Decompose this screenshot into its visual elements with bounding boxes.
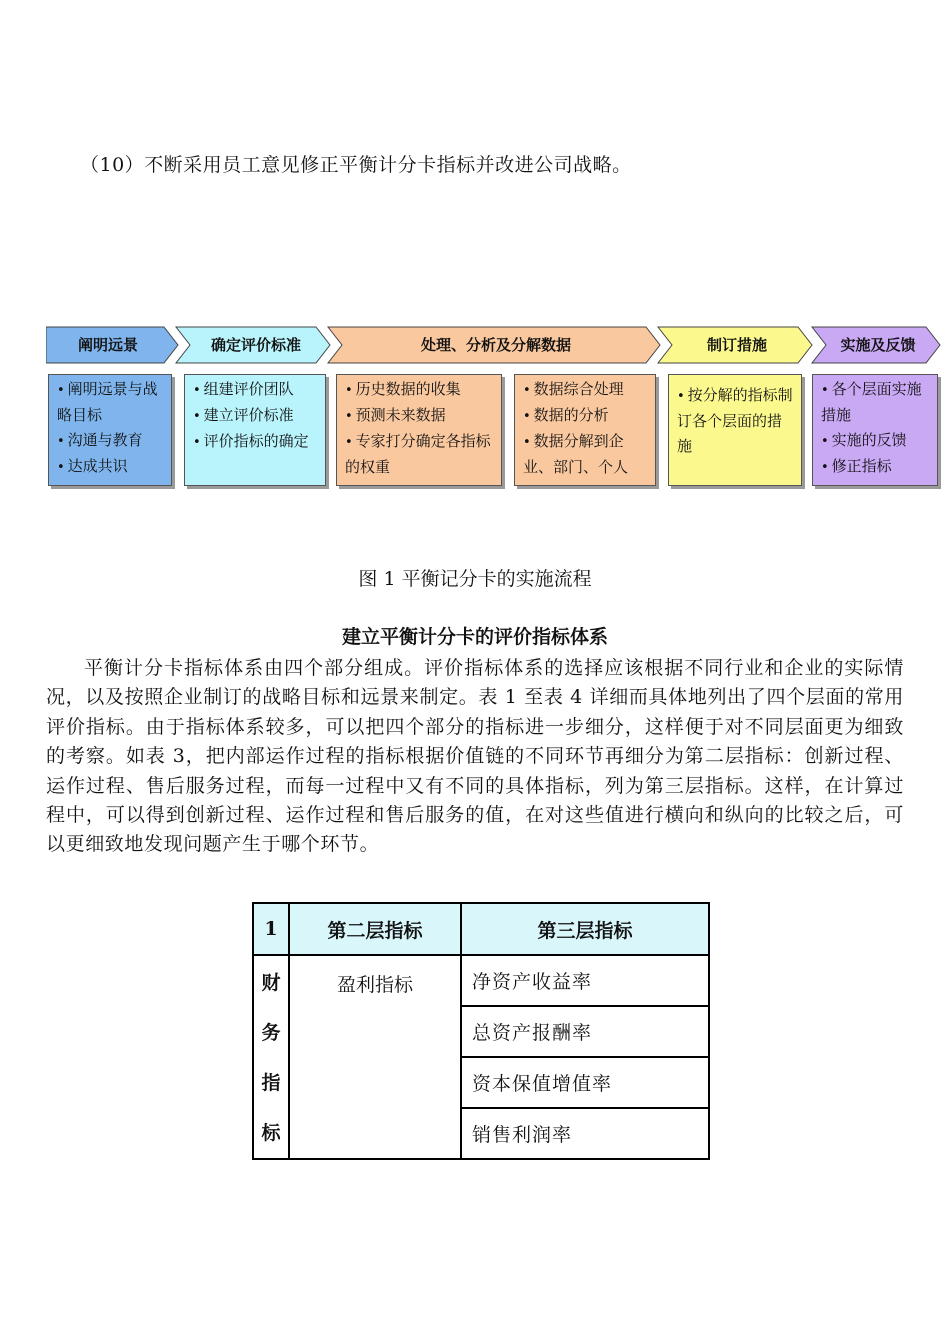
financial-indicator-table <box>252 902 710 1160</box>
box-item: • 按分解的指标制订各个层面的措施 <box>677 383 795 459</box>
table-header-row <box>253 903 709 955</box>
level2-cell: 盈利指标 <box>289 955 461 1159</box>
stage-box-2 <box>184 374 326 486</box>
stage-box-3 <box>336 374 502 486</box>
implementation-flow-diagram <box>46 326 942 496</box>
level3-cell: 净资产收益率 <box>461 955 709 1006</box>
table-row <box>253 955 709 1006</box>
category-char: 标 <box>261 1122 281 1144</box>
box-item: • 组建评价团队 <box>193 377 319 403</box>
stage-label-4: 制订措施 <box>706 336 767 354</box>
header-cell-index: 1 <box>253 903 289 955</box>
box-item: • 各个层面实施措施 <box>821 377 931 428</box>
stage-box-1 <box>48 374 172 486</box>
stage-label-2: 确定评价标准 <box>210 336 301 354</box>
box-item: • 数据的分析 <box>523 403 649 429</box>
box-item: • 历史数据的收集 <box>345 377 495 403</box>
box-item: • 数据分解到企业、部门、个人 <box>523 429 649 480</box>
header-cell-level2: 第二层指标 <box>289 903 461 955</box>
section-heading: 建立平衡计分卡的评价指标体系 <box>341 626 608 648</box>
stage-box-4 <box>514 374 656 486</box>
box-item: • 专家打分确定各指标的权重 <box>345 429 495 480</box>
body-paragraph: 平衡计分卡指标体系由四个部分组成。评价指标体系的选择应该根据不同行业和企业的实际情况，以及按照企业制订的战略目标和远景来制定。表 1 至表 4 详细而具体地列出了四个层面的常用评价指标。由于指标体系较多，可以把四个部分的指标进一步细分，这样便于对不同层面更为细致的考察。如表 3，把内部运作过程的指标根据价值链的不同环节再细分为第二层指标：创新过程、运作过程、售后服务过程，而每一过程中又有不同的具体指标，列为第三层指标。这样，在计算过程中，可以得到创新过程、运作过程和售后服务的值，在对这些值进行横向和纵向的比较之后，可以更细致地发现问题产生于哪个环节。 <box>46 657 904 856</box>
figure-caption: 图 1 平衡记分卡的实施流程 <box>358 568 592 590</box>
category-char: 指 <box>261 1072 281 1094</box>
level3-cell: 资本保值增值率 <box>461 1057 709 1108</box>
category-char: 务 <box>261 1022 281 1044</box>
box-item: • 数据综合处理 <box>523 377 649 403</box>
box-item: • 预测未来数据 <box>345 403 495 429</box>
category-cell <box>253 955 289 1159</box>
intro-line: （10）不断采用员工意见修正平衡计分卡指标并改进公司战略。 <box>80 154 632 176</box>
stage-box-6 <box>812 374 938 486</box>
box-item: • 达成共识 <box>57 454 165 480</box>
box-item: • 建立评价标准 <box>193 403 319 429</box>
stage-label-5: 实施及反馈 <box>840 336 916 354</box>
stage-label-3: 处理、分析及分解数据 <box>420 336 571 354</box>
stage-box-5 <box>668 374 802 486</box>
box-item: • 修正指标 <box>821 454 931 480</box>
header-cell-level3: 第三层指标 <box>461 903 709 955</box>
level3-cell: 销售利润率 <box>461 1108 709 1159</box>
category-char: 财 <box>261 972 281 994</box>
box-item: • 沟通与教育 <box>57 428 165 454</box>
level3-cell: 总资产报酬率 <box>461 1006 709 1057</box>
box-item: • 评价指标的确定 <box>193 429 319 455</box>
box-item: • 阐明远景与战略目标 <box>57 377 165 428</box>
box-item: • 实施的反馈 <box>821 428 931 454</box>
stage-label-1: 阐明远景 <box>77 336 138 354</box>
